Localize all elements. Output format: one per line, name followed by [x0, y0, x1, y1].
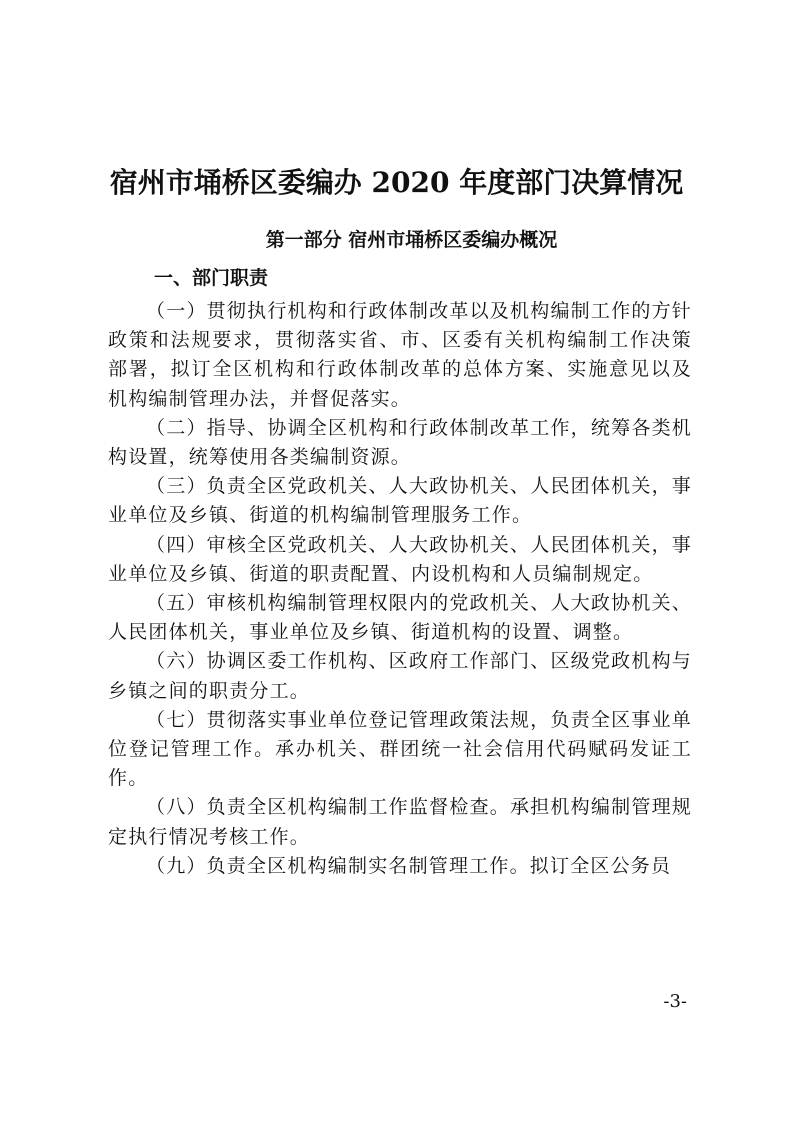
paragraph: （三）负责全区党政机关、人大政协机关、人民团体机关，事业单位及乡镇、街道的机构编制管理服务工作。: [108, 475, 692, 527]
paragraph: （九）负责全区机构编制实名制管理工作。拟订全区公务员: [146, 854, 672, 877]
document-title: 宿州市埇桥区委编办 2020 年度部门决算情况: [109, 166, 684, 199]
paragraph: （一）贯彻执行机构和行政体制改革以及机构编制工作的方针政策和法规要求，贯彻落实省、市、区委有关机构编制工作决策部署，拟订全区机构和行政体制改革的总体方案、实施意见以及机构编制管理办法，并督促落实。: [108, 300, 692, 410]
body-text: [108, 297, 692, 881]
page-number: -3-: [663, 991, 687, 1012]
paragraph: （四）审核全区党政机关、人大政协机关、人民团体机关，事业单位及乡镇、街道的职责配置、内设机构和人员编制规定。: [108, 533, 692, 585]
section-heading: 一、部门职责: [154, 267, 269, 289]
paragraph: （五）审核机构编制管理权限内的党政机关、人大政协机关、人民团体机关，事业单位及乡镇、街道机构的设置、调整。: [108, 592, 692, 644]
paragraph: （六）协调区委工作机构、区政府工作部门、区级党政机构与乡镇之间的职责分工。: [108, 650, 692, 702]
paragraph: （七）贯彻落实事业单位登记管理政策法规，负责全区事业单位登记管理工作。承办机关、群团统一社会信用代码赋码发证工作。: [108, 708, 692, 790]
paragraph: （八）负责全区机构编制工作监督检查。承担机构编制管理规定执行情况考核工作。: [108, 796, 692, 848]
paragraph: （二）指导、协调全区机构和行政体制改革工作，统筹各类机构设置，统筹使用各类编制资源。: [108, 416, 692, 469]
part-heading: 第一部分 宿州市埇桥区委编办概况: [265, 229, 558, 251]
